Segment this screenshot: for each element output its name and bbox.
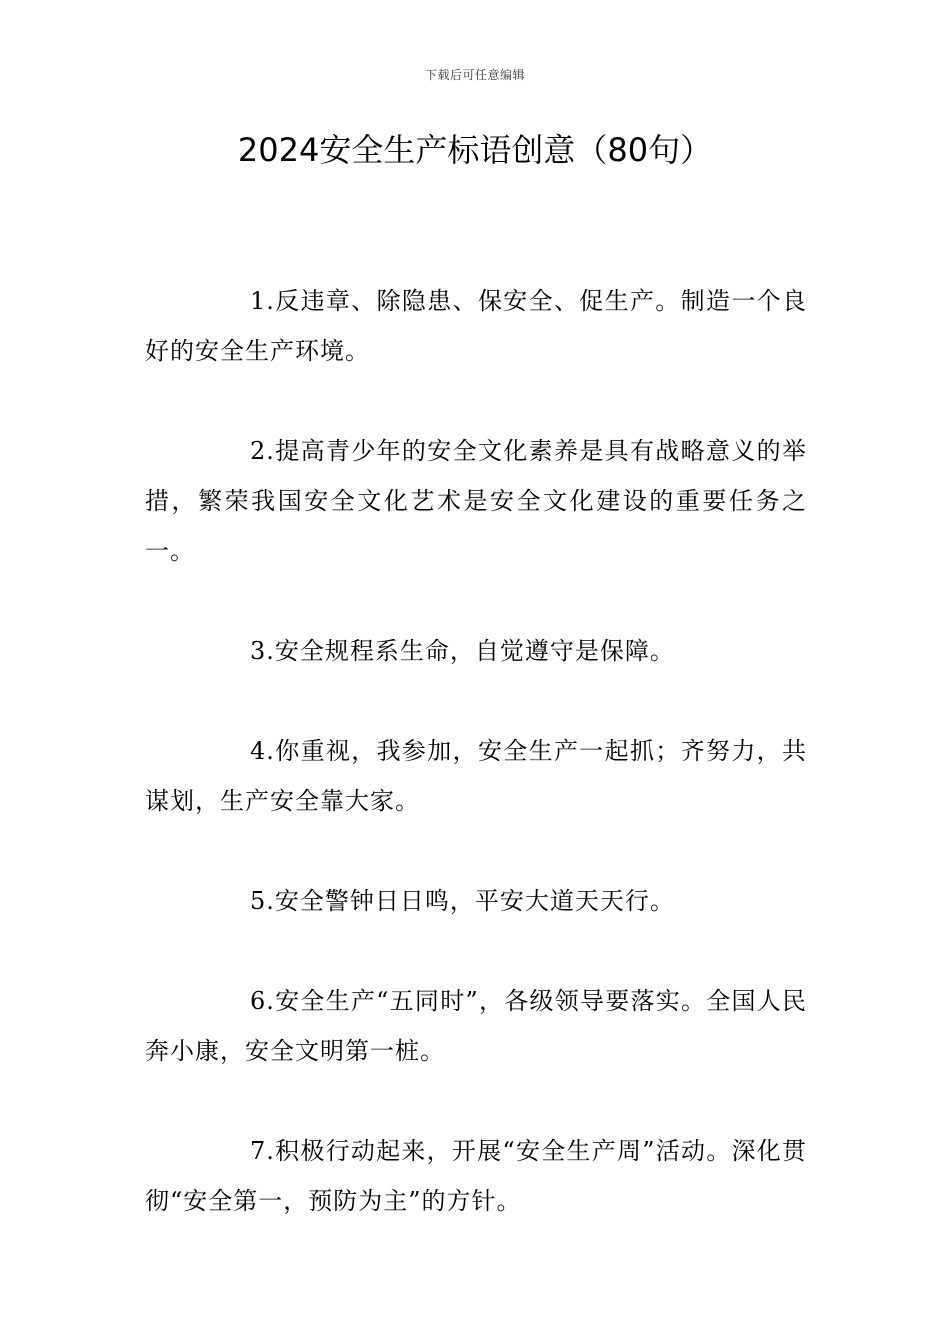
list-item: 7.积极行动起来，开展“安全生产周”活动。深化贯彻“安全第一，预防为主”的方针。 bbox=[145, 1137, 807, 1215]
list-item: 6.安全生产“五同时”，各级领导要落实。全国人民奔小康，安全文明第一桩。 bbox=[145, 987, 807, 1065]
page-title: 2024安全生产标语创意（80句） bbox=[237, 131, 713, 169]
list-item: 5.安全警钟日日鸣，平安大道天天行。 bbox=[250, 887, 675, 915]
list-item: 3.安全规程系生命，自觉遵守是保障。 bbox=[250, 637, 675, 665]
list-item: 2.提高青少年的安全文化素养是具有战略意义的举措，繁荣我国安全文化艺术是安全文化建设的重要任务之一。 bbox=[145, 437, 807, 565]
header-note: 下载后可任意编辑 bbox=[424, 68, 525, 82]
list-item: 1.反违章、除隐患、保安全、促生产。制造一个良好的安全生产环境。 bbox=[145, 287, 807, 365]
list-item: 4.你重视，我参加，安全生产一起抓；齐努力，共谋划，生产安全靠大家。 bbox=[145, 737, 807, 815]
slogan-list bbox=[145, 276, 807, 1276]
